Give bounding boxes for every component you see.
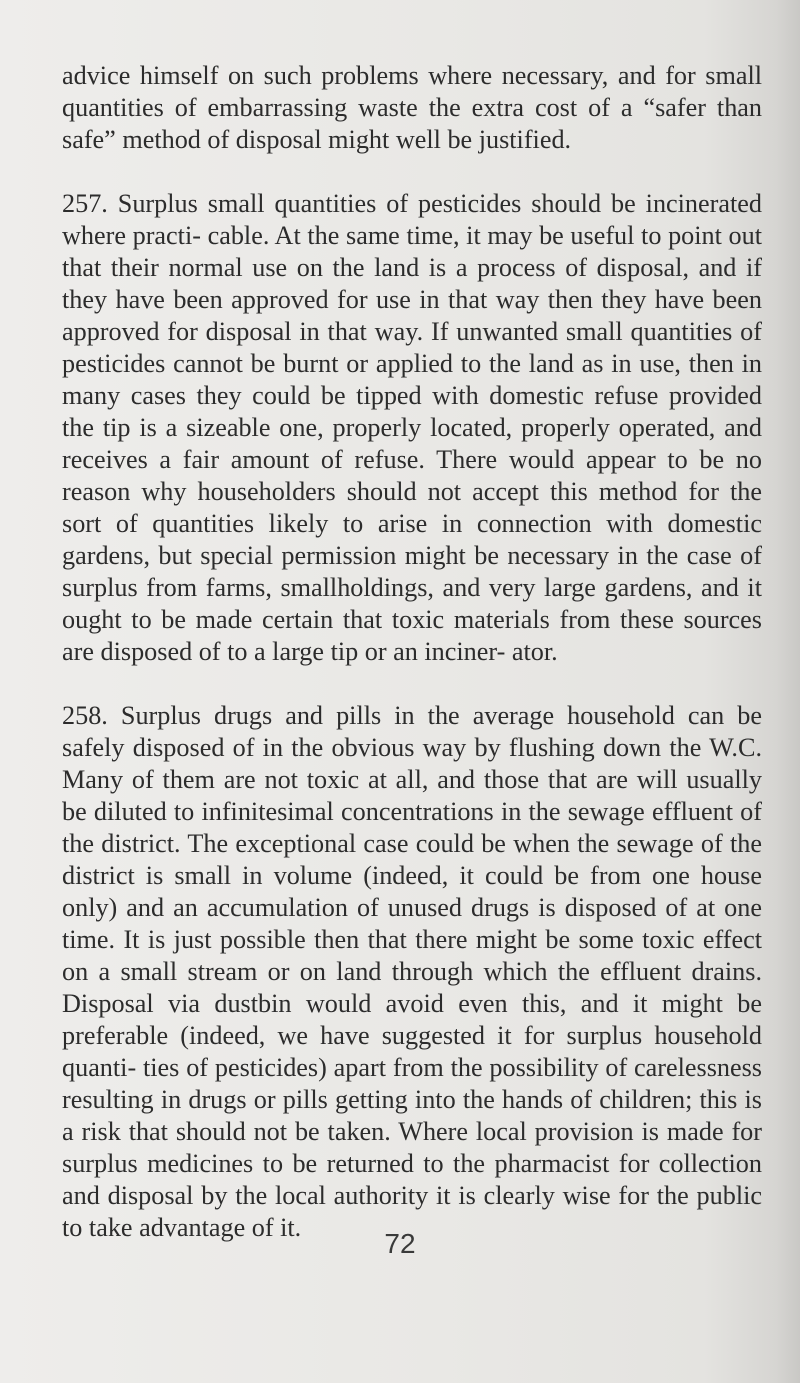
page-number: 72: [384, 1228, 416, 1259]
paragraph-continuation: advice himself on such problems where necessary, and for small quantities of embarrassing waste the extra cost of a “safer than safe” method of disposal might well be justified.: [62, 61, 762, 154]
body-text: [62, 60, 762, 1244]
paragraph-258: 258. Surplus drugs and pills in the average household can be safely disposed of in the obvious way by flushing down the W.C. Many of them are not toxic at all, and those that are will usually be diluted to infinitesimal concentrations in the sewage effluent of the district. The exceptional case could be when the sewage of the district is small in volume (indeed, it could be from one house only) and an accumulation of unused drugs is disposed of at one time. It is just possible then that there might be some toxic effect on a small stream or on land through which the effluent drains. Disposal via dustbin would avoid even this, and it might be preferable (indeed, we have suggested it for surplus household quanti- ties of pesticides) apart from the possibility of carelessness resulting in drugs or pills getting into the hands of children; this is a risk that should not be taken. Where local provision is made for surplus medicines to be returned to the pharmacist for collection and disposal by the local authority it is clearly wise for the public to take advantage of it.: [62, 701, 762, 1242]
paragraph-257: 257. Surplus small quantities of pesticides should be incinerated where practi- cable. At the same time, it may be useful to point out that their normal use on the land is a process of disposal, and if they have been approved for use in that way then they have been approved for disposal in that way. If unwanted small quantities of pesticides cannot be burnt or applied to the land as in use, then in many cases they could be tipped with domestic refuse provided the tip is a sizeable one, properly located, properly operated, and receives a fair amount of refuse. There would appear to be no reason why householders should not accept this method for the sort of quantities likely to arise in connection with domestic gardens, but special permission might be necessary in the case of surplus from farms, smallholdings, and very large gardens, and it ought to be made certain that toxic materials from these sources are disposed of to a large tip or an inciner- ator.: [62, 189, 762, 666]
